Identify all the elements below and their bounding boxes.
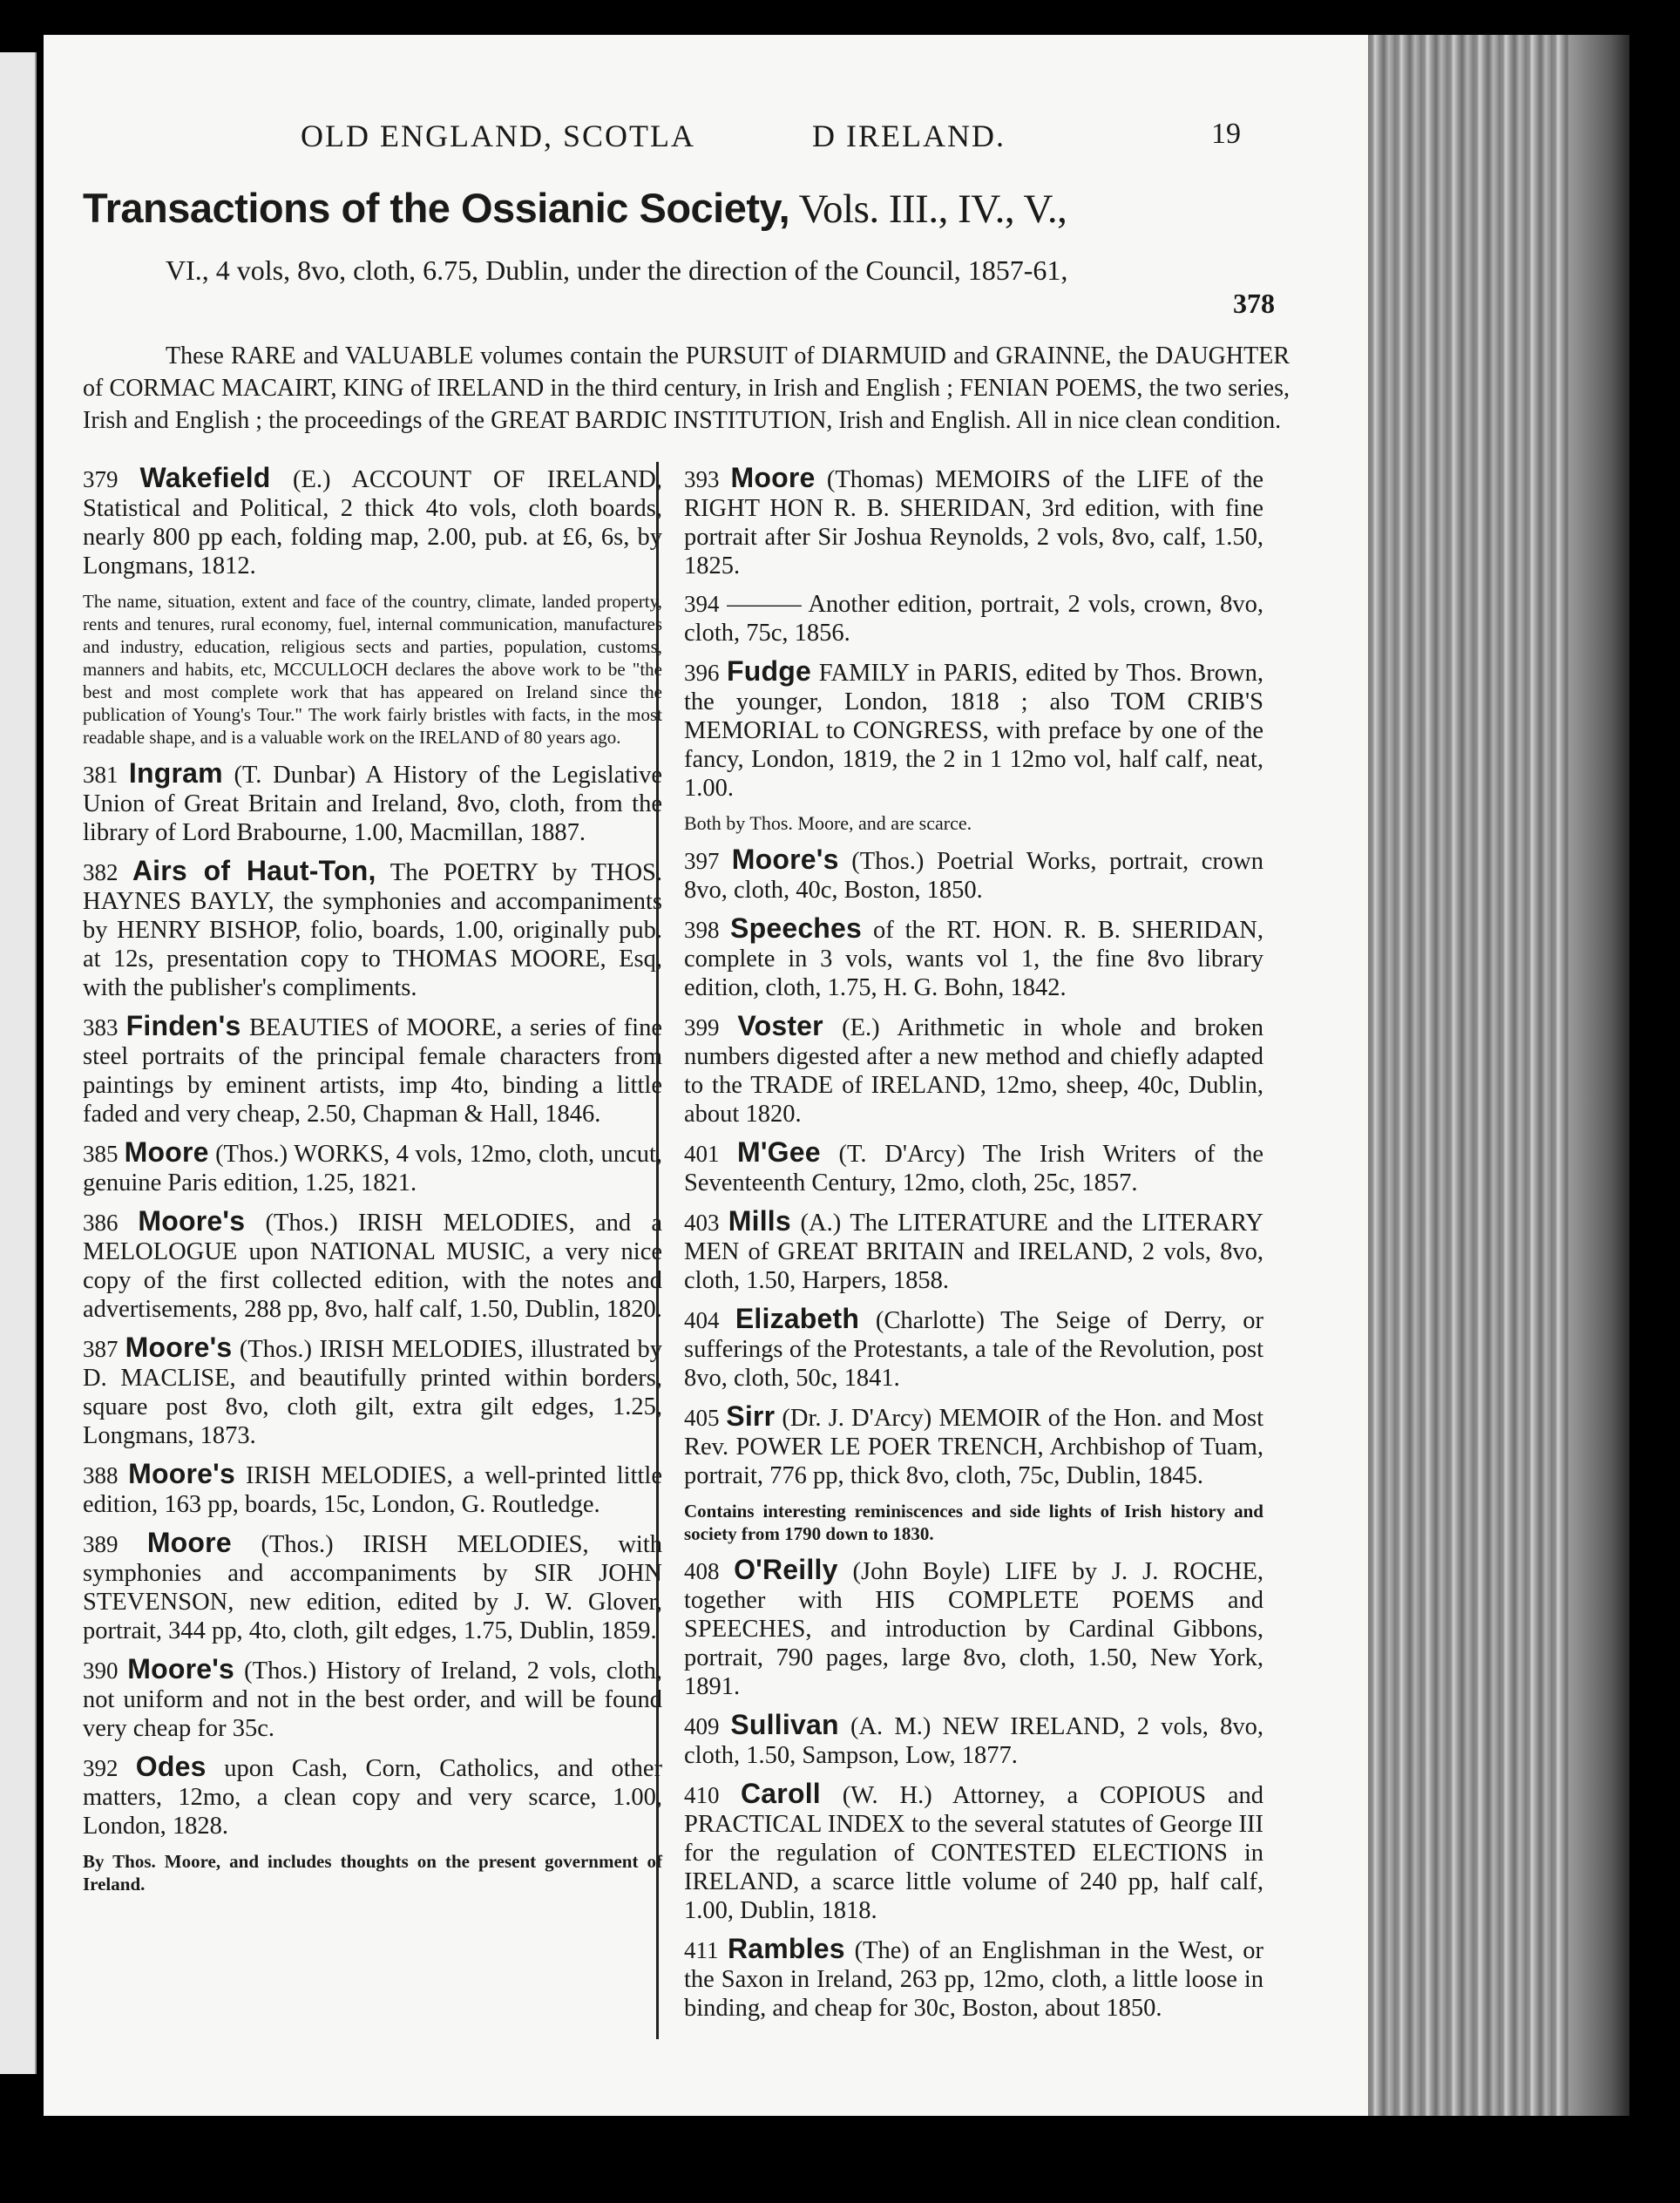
entry-description: (E.) ACCOUNT OF IRELAND, Statistical and Political, 2 thick 4to vols, cloth boards, nearly 800 pp each, folding map, 2.00, pub. at £6, 6s, by Longmans, 1812. bbox=[83, 466, 662, 580]
lead-entry-title-main: Transactions of the Ossianic Society, bbox=[83, 185, 790, 231]
entry-number: 386 bbox=[83, 1210, 139, 1236]
lead-entry-details: VI., 4 vols, 8vo, cloth, 6.75, Dublin, under the direction of the Council, 1857-61, bbox=[166, 254, 1068, 286]
entry-number: 411 bbox=[684, 1937, 728, 1963]
lead-entry-number: 378 bbox=[1233, 288, 1275, 319]
entry-number: 396 bbox=[684, 660, 727, 686]
entry-author: Fudge bbox=[726, 655, 811, 687]
entry-description: (Thos.) History of Ireland, 2 vols, cloth, not uniform and not in the best order, and will be found very cheap for 35c. bbox=[83, 1657, 663, 1742]
entry-number: 390 bbox=[83, 1657, 128, 1684]
entry-author: Moore's bbox=[128, 1458, 235, 1489]
right-column bbox=[684, 464, 1263, 2032]
entry-author: Elizabeth bbox=[735, 1303, 860, 1334]
entry-description: (T. Dunbar) A History of the Legislative Union of Great Britain and Ireland, 8vo, cloth, from the library of Lord Brabourne, 1.00, Macmillan, 1887. bbox=[83, 762, 662, 846]
entry-number: 403 bbox=[684, 1210, 728, 1236]
entry-number: 398 bbox=[684, 917, 731, 943]
entry-author: Moore bbox=[730, 462, 816, 493]
catalogue-entry bbox=[684, 1779, 1263, 1925]
lead-entry-title bbox=[83, 183, 1290, 234]
entry-description: (A. M.) NEW IRELAND, 2 vols, 8vo, cloth, 1.50, Sampson, Low, 1877. bbox=[684, 1713, 1263, 1769]
entry-author: Finden's bbox=[125, 1010, 241, 1041]
catalogue-entry bbox=[83, 1207, 662, 1324]
entry-author: Moore's bbox=[127, 1653, 235, 1684]
entry-description: (Thos.) WORKS, 4 vols, 12mo, cloth, uncut, genuine Paris edition, 1.25, 1821. bbox=[83, 1141, 662, 1196]
entry-description: (Charlotte) The Seige of Derry, or sufferings of the Protestants, a tale of the Revolution, post 8vo, cloth, 50c, 1841. bbox=[684, 1307, 1263, 1392]
entry-description: The POETRY by THOS. HAYNES BAYLY, the symphonies and accompaniments by HENRY BISHOP, folio, boards, 1.00, originally pub. at 12s, presentation copy to THOMAS MOORE, Esq, with the publisher's compliments. bbox=[83, 859, 662, 1001]
catalogue-entry bbox=[83, 857, 662, 1002]
lead-entry-description: These RARE and VALUABLE volumes contain the PURSUIT of DIARMUID and GRAINNE, the DAUGHTER of CORMAC MACAIRT, KING of IRELAND in the third century, in Irish and English ; FENIAN POEMS, the two series, Irish and English ; the proceedings of the GREAT BARDIC INSTITUTION, Irish and English. All in nice clean condition. bbox=[83, 342, 1290, 434]
catalogue-entry bbox=[684, 657, 1263, 803]
catalogue-entry bbox=[83, 1655, 662, 1743]
entry-number: 409 bbox=[684, 1713, 731, 1739]
catalogue-entry bbox=[684, 1556, 1263, 1701]
entry-description: (The) of an Englishman in the West, or the Saxon in Ireland, 263 pp, 12mo, cloth, a little loose in binding, and cheap for 30c, Boston, about 1850. bbox=[684, 1937, 1264, 2022]
entry-author: Moore bbox=[124, 1136, 209, 1168]
entry-author: Caroll bbox=[741, 1778, 821, 1809]
entry-author: Airs of Haut-Ton, bbox=[132, 855, 376, 886]
entry-description: of the RT. HON. R. B. SHERIDAN, complete in 3 vols, wants vol 1, the fine 8vo library edition, cloth, 1.75, H. G. Bohn, 1842. bbox=[684, 917, 1263, 1001]
entry-number: 389 bbox=[83, 1531, 147, 1557]
entry-description: (Thos.) IRISH MELODIES, and a MELOLOGUE upon NATIONAL MUSIC, a very nice copy of the first collected edition, with the notes and advertisements, 288 pp, 8vo, half calf, 1.50, Dublin, 1820. bbox=[83, 1210, 663, 1323]
entry-description: (Thomas) MEMOIRS of the LIFE of the RIGHT HON R. B. SHERIDAN, 3rd edition, with fine portrait after Sir Joshua Reynolds, 2 vols, 8vo, calf, 1.50, 1825. bbox=[684, 466, 1264, 580]
entry-description: (Thos.) Poetrial Works, portrait, crown 8vo, cloth, 40c, Boston, 1850. bbox=[684, 848, 1264, 904]
entry-number: 383 bbox=[83, 1014, 126, 1040]
entry-note: Both by Thos. Moore, and are scarce. bbox=[684, 812, 972, 834]
entry-description: (Thos.) IRISH MELODIES, with symphonies and accompaniments by SIR JOHN STEVENSON, new edition, edited by J. W. Glover, portrait, 344 pp, 4to, cloth, gilt edges, 1.75, Dublin, 1859. bbox=[83, 1531, 662, 1644]
entry-author: Moore's bbox=[138, 1205, 246, 1237]
catalogue-entry bbox=[684, 845, 1263, 905]
catalogue-entry bbox=[83, 1460, 662, 1519]
entry-number: 381 bbox=[83, 762, 129, 788]
entry-description: (Thos.) IRISH MELODIES, illustrated by D. MACLISE, and beautifully printed within borders, square post 8vo, cloth gilt, extra gilt edges, 1.25, Longmans, 1873. bbox=[83, 1336, 663, 1449]
entry-number: 392 bbox=[83, 1755, 136, 1781]
catalogue-entry bbox=[83, 1333, 662, 1450]
entry-number: 394 bbox=[684, 591, 728, 617]
catalogue-entry bbox=[83, 1529, 662, 1645]
catalogue-entry bbox=[684, 1305, 1263, 1393]
entry-author: M'Gee bbox=[736, 1136, 821, 1168]
catalogue-entry bbox=[684, 590, 1263, 647]
entry-number: 399 bbox=[684, 1014, 738, 1040]
entry-number: 408 bbox=[684, 1558, 735, 1584]
entry-number: 401 bbox=[684, 1141, 737, 1167]
entry-description: (John Boyle) LIFE by J. J. ROCHE, together with HIS COMPLETE POEMS and SPEECHES, and introduction by Cardinal Gibbons, portrait, 790 pages, large 8vo, cloth, 1.50, New York, 1891. bbox=[684, 1558, 1263, 1700]
entry-author: Mills bbox=[728, 1205, 791, 1237]
entry-description: (A.) The LITERATURE and the LITERARY MEN of GREAT BRITAIN and IRELAND, 2 vols, 8vo, cloth, 1.50, Harpers, 1858. bbox=[684, 1210, 1264, 1294]
catalogue-entry bbox=[684, 1935, 1263, 2023]
catalogue-entry bbox=[684, 1138, 1263, 1197]
catalogue-entry bbox=[83, 1138, 662, 1197]
entry-author: Moore's bbox=[125, 1332, 233, 1363]
entry-number: 388 bbox=[83, 1462, 129, 1488]
entry-number: 387 bbox=[83, 1336, 125, 1362]
catalogue-entry bbox=[684, 1711, 1263, 1770]
book-page-edges bbox=[1368, 35, 1629, 2116]
entry-number: 404 bbox=[684, 1307, 735, 1333]
entry-author: Speeches bbox=[730, 912, 863, 944]
entry-author: Sirr bbox=[726, 1400, 776, 1432]
entry-number: 382 bbox=[83, 859, 132, 885]
entry-description: (W. H.) Attorney, a COPIOUS and PRACTICAL INDEX to the several statutes of George III for the regulation of CONTESTED ELECTIONS in IRELAND, a scarce little volume of 240 pp, half calf, 1.00, Dublin, 1818. bbox=[684, 1782, 1263, 1924]
entry-note: The name, situation, extent and face of the country, climate, landed property, rents and tenures, rural economy, fuel, internal communication, manufactures and industry, education, religious sects and parties, population, customs, manners and habits, etc, MCCULLOCH declares the above work to be "the best and most complete work that has appeared on Ireland since the publication of Young's Tour." The work fairly bristles with facts, in the most readable shape, and is a valuable work on the IRELAND of 80 years ago. bbox=[83, 591, 662, 748]
entry-author: Sullivan bbox=[730, 1709, 839, 1740]
entry-note: Contains interesting reminiscences and side lights of Irish history and society from 1790 down to 1830. bbox=[684, 1501, 1263, 1544]
entry-author: Ingram bbox=[128, 757, 223, 789]
entry-description: upon Cash, Corn, Catholics, and other matters, 12mo, a clean copy and very scarce, 1.00, London, 1828. bbox=[83, 1755, 663, 1840]
entry-description: BEAUTIES of MOORE, a series of fine steel portraits of the principal female characters from paintings by eminent artists, imp 4to, binding a little faded and very cheap, 2.50, Chapman & Hall, 1846. bbox=[83, 1014, 662, 1128]
entry-description: FAMILY in PARIS, edited by Thos. Brown, the younger, London, 1818 ; also TOM CRIB'S MEMORIAL to CONGRESS, with preface by one of the fancy, London, 1819, the 2 in 1 12mo vol, half calf, neat, 1.00. bbox=[684, 660, 1263, 802]
entry-number: 393 bbox=[684, 466, 731, 492]
entry-description: (T. D'Arcy) The Irish Writers of the Seventeenth Century, 12mo, cloth, 25c, 1857. bbox=[684, 1141, 1264, 1196]
entry-author: Odes bbox=[135, 1751, 207, 1782]
entry-description: (Dr. J. D'Arcy) MEMOIR of the Hon. and Most Rev. POWER LE POER TRENCH, Archbishop of Tuam, portrait, 776 pp, thick 8vo, cloth, 75c, Dublin, 1845. bbox=[684, 1405, 1263, 1489]
catalogue-entry bbox=[684, 1012, 1263, 1129]
catalogue-entry bbox=[83, 759, 662, 847]
entry-author: Moore's bbox=[731, 844, 839, 875]
catalogue-entry bbox=[684, 914, 1263, 1002]
catalogue-entry bbox=[684, 1207, 1263, 1295]
entry-author: Voster bbox=[737, 1010, 823, 1041]
entry-author: Wakefield bbox=[139, 462, 271, 493]
catalogue-entry bbox=[83, 1752, 662, 1840]
catalogue-entry bbox=[83, 1012, 662, 1129]
entry-note: By Thos. Moore, and includes thoughts on the present government of Ireland. bbox=[83, 1851, 662, 1895]
entry-description: ——— Another edition, portrait, 2 vols, crown, 8vo, cloth, 75c, 1856. bbox=[684, 591, 1264, 647]
running-header-left: OLD ENGLAND, SCOTLA bbox=[301, 119, 695, 153]
lead-entry-title-vols: Vols. III., IV., V., bbox=[789, 186, 1067, 232]
entry-number: 397 bbox=[684, 848, 732, 874]
entry-number: 405 bbox=[684, 1405, 727, 1431]
entry-description: (E.) Arithmetic in whole and broken numbers digested after a new method and chiefly adapted to the TRADE of IRELAND, 12mo, sheep, 40c, Dublin, about 1820. bbox=[684, 1014, 1264, 1128]
catalogue-entry bbox=[684, 464, 1263, 580]
running-header-right: D IRELAND. bbox=[812, 119, 1006, 153]
catalogue-entry bbox=[83, 464, 662, 580]
left-column bbox=[83, 464, 662, 1906]
entry-author: Rambles bbox=[727, 1933, 845, 1964]
catalogue-entry bbox=[684, 1402, 1263, 1490]
catalogue-page bbox=[44, 35, 1368, 2116]
page-number: 19 bbox=[1211, 118, 1241, 150]
entry-author: Moore bbox=[146, 1527, 232, 1558]
adjacent-page-edge bbox=[0, 52, 37, 2074]
entry-number: 410 bbox=[684, 1782, 741, 1808]
entry-number: 385 bbox=[83, 1141, 125, 1167]
entry-number: 379 bbox=[83, 466, 140, 492]
entry-author: O'Reilly bbox=[734, 1554, 838, 1585]
entry-description: IRISH MELODIES, a well-printed little edition, 163 pp, boards, 15c, London, G. Routledge. bbox=[83, 1462, 663, 1518]
